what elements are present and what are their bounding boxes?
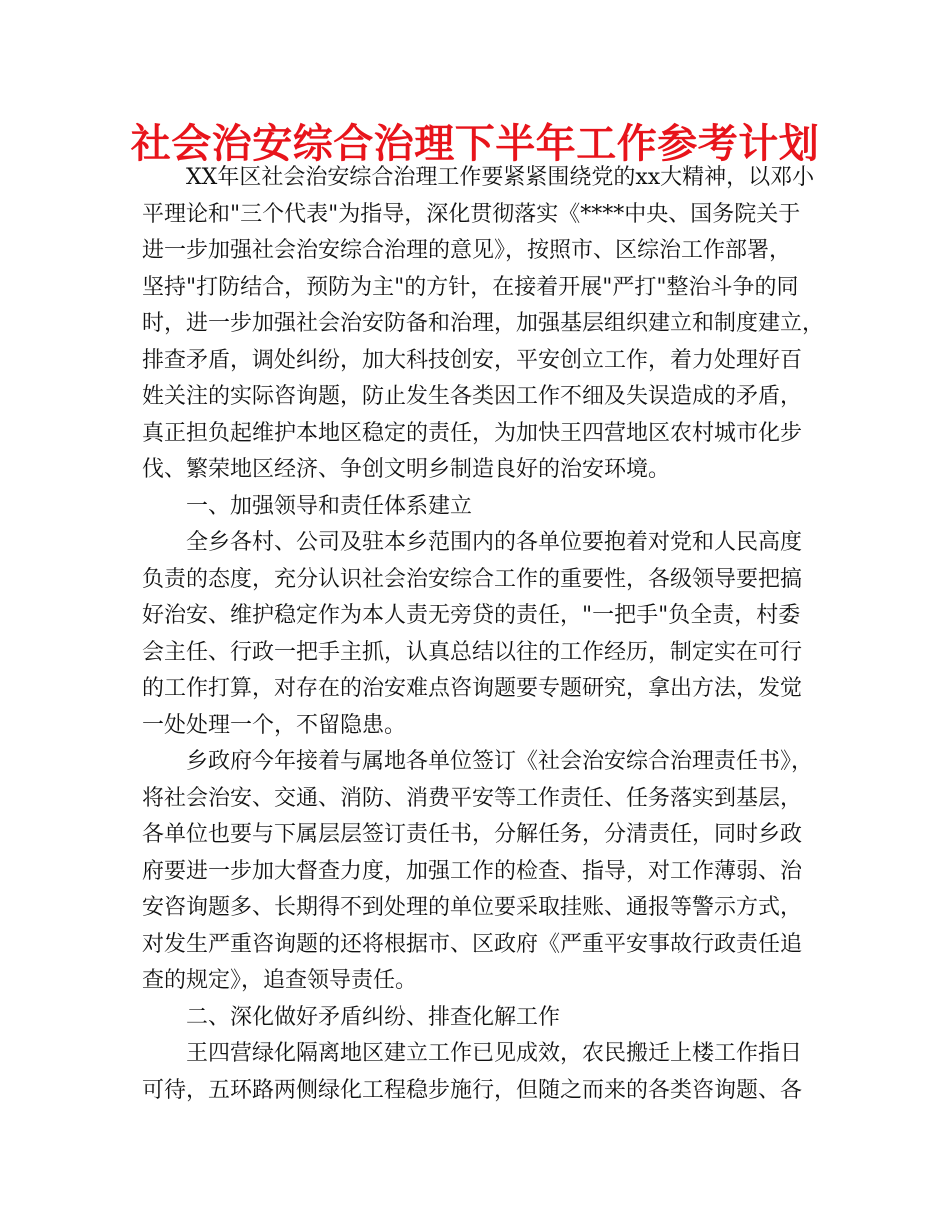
paragraph-line: 府要进一步加大督查力度，加强工作的检查、指导，对工作薄弱、治 (142, 858, 803, 884)
paragraph-line: 负责的态度，充分认识社会治安综合工作的重要性，各级领导要把搞 (142, 566, 803, 592)
document-body (142, 160, 832, 1109)
paragraph-first-line: 王四营绿化隔离地区建立工作已见成效，农民搬迁上楼工作指日 (186, 1041, 803, 1066)
paragraph-line: 平理论和"三个代表"为指导，深化贯彻落实《****中央、国务院关于 (142, 201, 801, 227)
paragraph-line: 安咨询题多、长期得不到处理的单位要采取挂账、通报等警示方式， (142, 895, 803, 920)
paragraph-line: 姓关注的实际咨询题，防止发生各类因工作不细及失误造成的矛盾， (142, 384, 803, 409)
paragraph-line: 对发生严重咨询题的还将根据市、区政府《严重平安事故行政责任追 (142, 931, 803, 957)
paragraph-line: 的工作打算，对存在的治安难点咨询题要专题研究，拿出方法，发觉 (142, 676, 803, 701)
paragraph-line: 一处处理一个，不留隐患。 (142, 712, 407, 738)
paragraph-line: 坚持"打防结合，预防为主"的方针，在接着开展"严打"整治斗争的同 (142, 274, 799, 300)
paragraph-line: 可待，五环路两侧绿化工程稳步施行，但随之而来的各类咨询题、各 (142, 1077, 803, 1103)
paragraph-first-line: 一、加强领导和责任体系建立 (186, 493, 473, 519)
paragraph-line: 各单位也要与下属层层签订责任书，分解任务，分清责任，同时乡政 (142, 822, 803, 847)
paragraph-line: 查的规定》，追查领导责任。 (142, 968, 418, 993)
paragraph-first-line: 二、深化做好矛盾纠纷、排查化解工作 (186, 1004, 561, 1030)
paragraph-line: 进一步加强社会治安综合治理的意见》，按照市、区综治工作部署， (142, 238, 792, 263)
document-title: 社会治安综合治理下半年工作参考计划 (130, 121, 820, 167)
paragraph-first-line: 全乡各村、公司及驻本乡范围内的各单位要抱着对党和人民高度 (186, 530, 803, 555)
paragraph-line: 会主任、行政一把手主抓，认真总结以往的工作经历，制定实在可行 (142, 639, 803, 665)
paragraph-line: 排查矛盾，调处纠纷，加大科技创安，平安创立工作，着力处理好百 (142, 347, 803, 373)
paragraph-line: 时，进一步加强社会治安防备和治理，加强基层组织建立和制度建立， (142, 311, 825, 336)
paragraph-line: 真正担负起维护本地区稳定的责任，为加快王四营地区农村城市化步 (142, 420, 803, 446)
paragraph-line: 伐、繁荣地区经济、争创文明乡制造良好的治安环境。 (142, 457, 671, 482)
paragraph-first-line: 乡政府今年接着与属地各单位签订《社会治安综合治理责任书》， (186, 749, 814, 774)
paragraph-line: 将社会治安、交通、消防、消费平安等工作责任、任务落实到基层， (142, 785, 803, 811)
paragraph-first-line: XX年区社会治安综合治理工作要紧紧围绕党的xx大精神，以邓小 (186, 165, 815, 190)
paragraph-line: 好治安、维护稳定作为本人责无旁贷的责任，"一把手"负全责，村委 (142, 603, 801, 628)
